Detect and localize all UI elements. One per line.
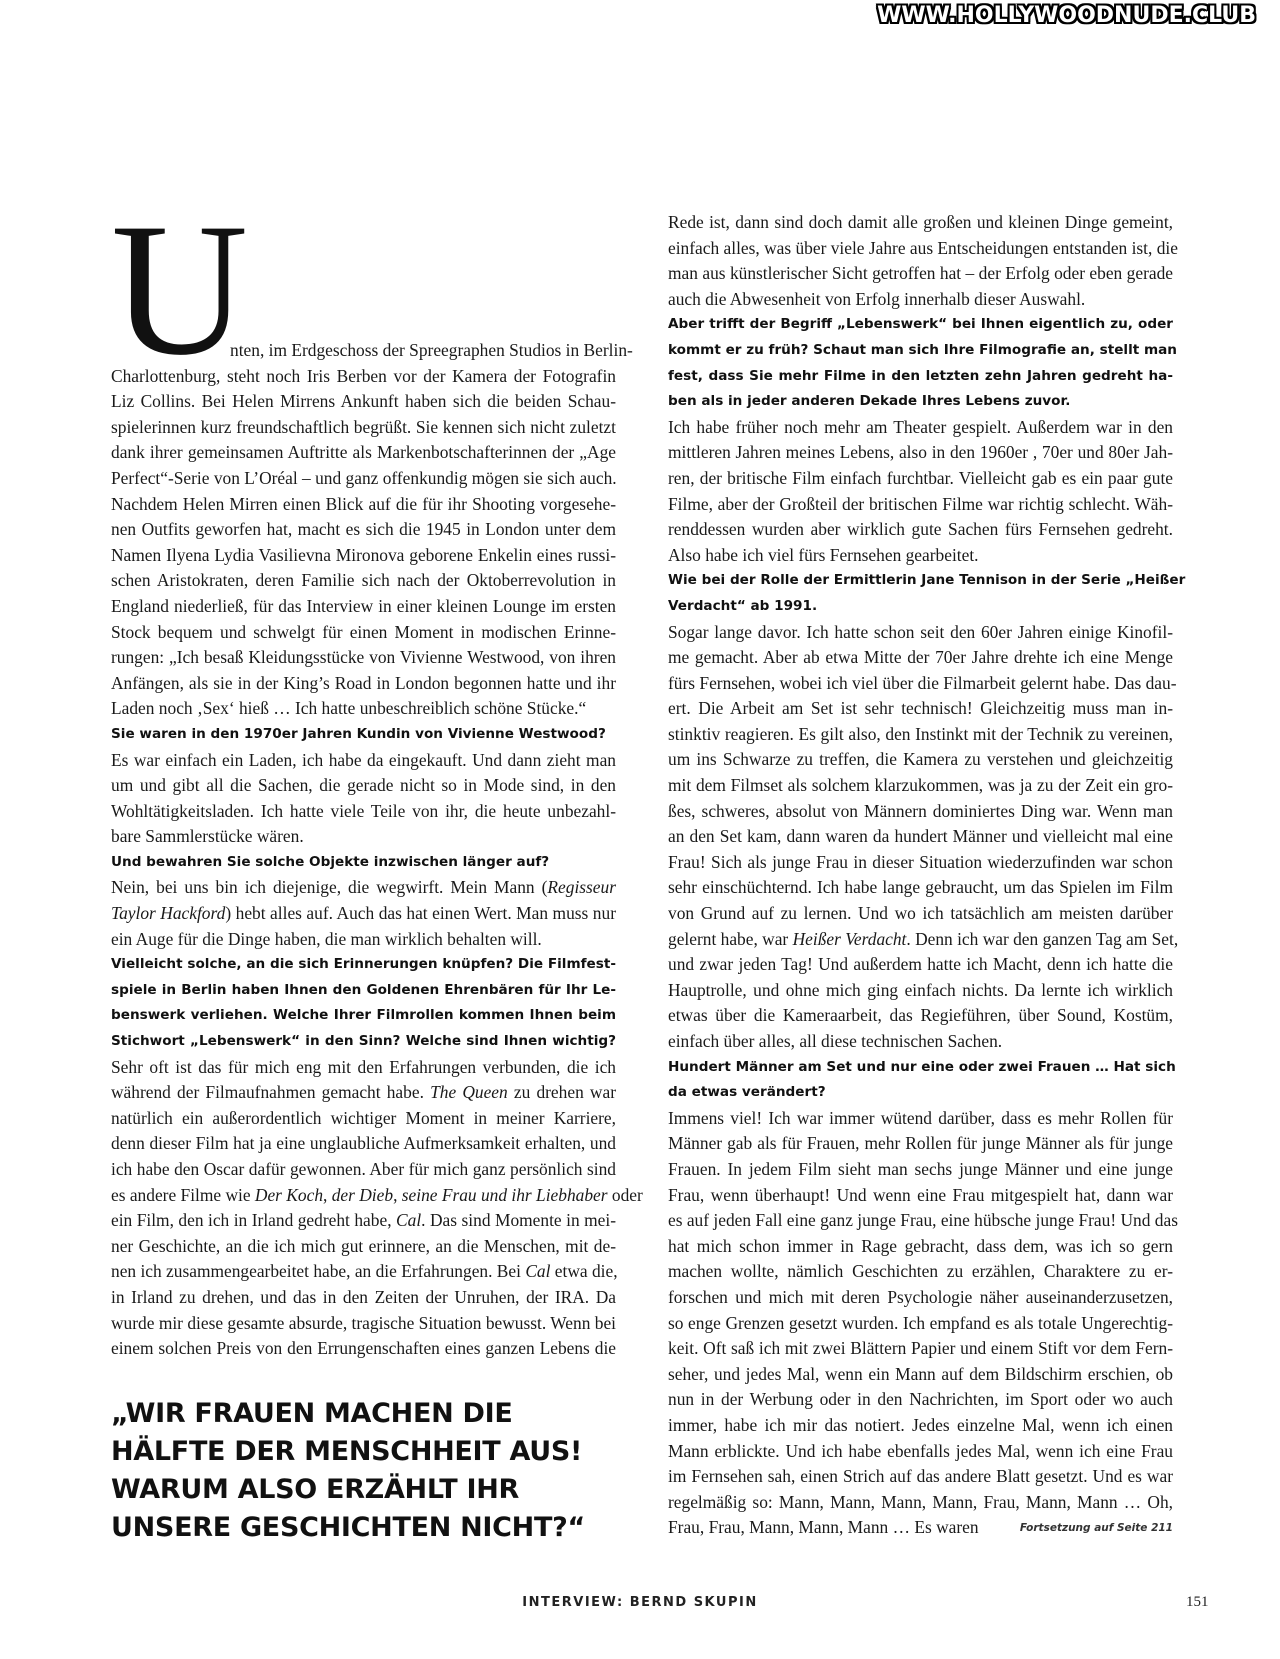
body-text-line: Filme, aber der Großteil der britischen Filme war richtig schlecht. Wäh-	[668, 493, 1173, 514]
body-text-line: ren, der britische Film einfach furchtbar. Vielleicht gab es ein paar gute	[668, 467, 1173, 488]
body-text-line: Frau, wenn überhaupt! Und wenn eine Frau mitgespielt hat, dann war	[668, 1184, 1173, 1205]
body-text-line: England niederließ, für das Interview in einer kleinen Lounge im ersten	[111, 595, 616, 616]
body-text-line: wurde mir diese gesamte absurde, tragische Situation bewusst. Wenn bei	[111, 1312, 616, 1333]
body-text-line: dank ihrer gemeinsamen Auftritte als Markenbotschafterinnen der „Age	[111, 442, 616, 463]
body-text-line: me gemacht. Aber ab etwa Mitte der 70er Jahre drehte ich eine Menge	[668, 647, 1173, 668]
body-text-line: von Grund auf zu lernen. Und wo ich tatsächlich am meisten darüber	[668, 903, 1173, 924]
body-text-line: etwas über die Kameraarbeit, das Regieführen, über Sound, Kostüm,	[668, 1005, 1173, 1026]
interview-question-line: Vielleicht solche, an die sich Erinnerungen knüpfen? Die Filmfest-	[111, 956, 616, 973]
body-text-line: Perfect“-Serie von L’Oréal – und ganz offenkundig mögen sie sich auch.	[111, 467, 617, 488]
right-column	[668, 210, 1186, 1542]
body-text-line: denn dieser Film hat ja eine unglaubliche Aufmerksamkeit erhalten, und	[111, 1133, 616, 1154]
body-text-line: Taylor Hackford) hebt alles auf. Auch das hat einen Wert. Man muss nur	[111, 903, 616, 924]
body-text-line: so enge Grenzen gesetzt wurden. Ich empfand es als totale Ungerechtig-	[668, 1312, 1173, 1333]
body-text-line: ich habe den Oscar dafür gewonnen. Aber für mich ganz persönlich sind	[111, 1159, 616, 1179]
body-text-line: nten, im Erdgeschoss der Spreegraphen Studios in Berlin-	[230, 340, 633, 360]
body-text-line: schen Aristokraten, deren Familie sich nach der Oktoberrevolution in	[111, 570, 616, 591]
body-text-line: Wohltätigkeitsladen. Ich hatte viele Teile von ihr, die heute unbezahl-	[111, 800, 616, 821]
pull-quote	[111, 1395, 611, 1547]
interview-question-line: fest, dass Sie mehr Filme in den letzten zehn Jahren gedreht ha-	[668, 367, 1173, 384]
body-text-line: Es war einfach ein Laden, ich habe da eingekauft. Und dann zieht man	[111, 749, 616, 770]
pull-quote-line: UNSERE GESCHICHTEN NICHT?“	[111, 1512, 585, 1543]
body-text-line: es andere Filme wie Der Koch, der Dieb, seine Frau und ihr Liebhaber oder	[111, 1184, 643, 1205]
drop-cap: U	[111, 185, 249, 395]
body-text-line: Sogar lange davor. Ich hatte schon seit den 60er Jahren einige Kinofil-	[668, 621, 1173, 642]
body-text-line: es auf jeden Fall eine ganz junge Frau, eine hübsche junge Frau! Und das	[668, 1210, 1178, 1231]
body-text-line: Ich habe früher noch mehr am Theater gespielt. Außerdem war in den	[668, 416, 1173, 437]
body-text-line: nun in der Werbung oder in den Nachrichten, im Sport oder wo auch	[668, 1389, 1173, 1410]
body-text-line: während der Filmaufnahmen gemacht habe. The Queen zu drehen war	[111, 1082, 616, 1103]
interview-question-line: Sie waren in den 1970er Jahren Kundin von Vivienne Westwood?	[111, 725, 606, 742]
body-text-line: seher, und jedes Mal, wenn ein Mann auf dem Bildschirm erschien, ob	[668, 1363, 1173, 1384]
body-text-line: Laden noch ‚Sex‘ hieß … Ich hatte unbeschreiblich schöne Stücke.“	[111, 698, 587, 719]
body-text-line: Stock bequem und schwelgt für einen Moment in modischen Erinne-	[111, 621, 616, 642]
body-text-line: um und gibt all die Sachen, die gerade nicht so in Mode sind, in den	[111, 775, 616, 796]
interview-question-line: kommt er zu früh? Schaut man sich Ihre Filmografie an, stellt man	[668, 341, 1177, 358]
body-text-line: und zwar jeden Tag! Und außerdem hatte ich Macht, denn ich hatte die	[668, 954, 1173, 975]
interview-question-line: Aber trifft der Begriff „Lebenswerk“ bei Ihnen eigentlich zu, oder	[668, 316, 1173, 333]
body-text-line: im Fernsehen sah, einen Strich auf das andere Blatt gesetzt. Und es war	[668, 1466, 1173, 1487]
pull-quote-line: WARUM ALSO ERZÄHLT IHR	[111, 1474, 520, 1505]
body-text-line: ein Auge für die Dinge haben, die man wirklich behalten will.	[111, 928, 542, 949]
body-text-line: Also habe ich viel fürs Fernsehen gearbeitet.	[668, 544, 979, 565]
body-text-line: fürs Fernsehen, wobei ich viel über die Filmarbeit gelernt habe. Das dau-	[668, 672, 1177, 693]
body-text-line: mittleren Jahren meines Lebens, also in den 1960er , 70er und 80er Jah-	[668, 442, 1173, 463]
body-text-line: regelmäßig so: Mann, Mann, Mann, Mann, Frau, Mann, Mann … Oh,	[668, 1491, 1173, 1512]
body-text-line: Immens viel! Ich war immer wütend darüber, dass es mehr Rollen für	[668, 1107, 1173, 1128]
body-text-line: ßes, schweres, absolut von Männern dominiertes Ding war. Wenn man	[668, 800, 1173, 821]
watermark: WWW.HOLLYWOODNUDE.CLUB	[877, 3, 1256, 28]
body-text-line: Mann erblickte. Und ich habe ebenfalls jedes Mal, wenn ich eine Frau	[668, 1440, 1173, 1461]
body-text-line: ner Geschichte, an die ich mich gut erinnere, an die Menschen, mit de-	[111, 1235, 616, 1256]
pull-quote-line: HÄLFTE DER MENSCHHEIT AUS!	[111, 1436, 583, 1467]
body-text-line: man aus künstlerischer Sicht getroffen hat – der Erfolg oder eben gerade	[668, 263, 1173, 284]
interview-question-line: Wie bei der Rolle der Ermittlerin Jane Tennison in der Serie „Heißer	[668, 572, 1186, 589]
body-text-line: um ins Schwarze zu treffen, die Kamera zu verstehen und gleichzeitig	[668, 749, 1173, 770]
body-text-line: forschen und mich mit deren Psychologie näher auseinanderzusetzen,	[668, 1286, 1173, 1307]
body-text-line: ert. Die Arbeit am Set ist sehr technisch! Gleichzeitig muss man in-	[668, 698, 1173, 719]
body-text-line: Anfängen, als sie in der King’s Road in London begonnen hatte und ihr	[111, 672, 616, 693]
interview-question-line: Und bewahren Sie solche Objekte inzwischen länger auf?	[111, 853, 550, 870]
body-text-line: keit. Oft saß ich mit zwei Blättern Papier und einem Stift vor dem Fern-	[668, 1338, 1173, 1359]
interview-question-line: Hundert Männer am Set und nur eine oder zwei Frauen … Hat sich	[668, 1058, 1176, 1075]
page-number: 151	[1186, 1594, 1209, 1610]
interview-question-line: Stichwort „Lebenswerk“ in den Sinn? Welche sind Ihnen wichtig?	[111, 1033, 616, 1050]
body-text-line: Sehr oft ist das für mich eng mit den Erfahrungen verbunden, die ich	[111, 1056, 616, 1077]
body-text-line: Frau, Frau, Mann, Mann, Mann … Es waren Fortsetzung auf Seite 211	[668, 1515, 1173, 1541]
body-text-line: gelernt habe, war Heißer Verdacht. Denn ich war den ganzen Tag am Set,	[668, 928, 1179, 949]
body-text-line: einem solchen Preis von den Errungenschaften eines ganzen Lebens die	[111, 1338, 616, 1359]
body-text-line: Frau! Sich als junge Frau in dieser Situation wiederzufinden war schon	[668, 851, 1173, 872]
body-text-line: Rede ist, dann sind doch damit alle großen und kleinen Dinge gemeint,	[668, 212, 1173, 232]
body-text-line: spielerinnen kurz freundschaftlich begrüßt. Sie kennen sich nicht zuletzt	[111, 416, 616, 437]
interview-credit: INTERVIEW: BERND SKUPIN	[522, 1595, 758, 1610]
interview-question-line: benswerk verliehen. Welche Ihrer Filmrollen kommen Ihnen beim	[111, 1007, 616, 1024]
body-text-line: Frauen. In jedem Film sieht man sechs junge Männer und eine junge	[668, 1158, 1173, 1179]
body-text-line: Namen Ilyena Lydia Vasilievna Mironova geborene Enkelin eines russi-	[111, 544, 616, 565]
body-text-line: an den Set kam, dann waren da hundert Männer und vielleicht mal eine	[668, 826, 1173, 847]
body-text-line: nen Outfits geworfen hat, macht es sich die 1945 in London unter dem	[111, 519, 616, 540]
body-text-line: immer, habe ich mir das notiert. Jedes einzelne Mal, wenn ich einen	[668, 1414, 1173, 1435]
body-text-line: Nachdem Helen Mirren einen Blick auf die für ihr Shooting vorgesehe-	[111, 493, 616, 514]
left-column	[111, 210, 643, 1362]
body-text-line: mit dem Filmset als solchem klarzukommen, was ja zu der Zeit ein gro-	[668, 775, 1173, 796]
interview-question-line: spiele in Berlin haben Ihnen den Goldenen Ehrenbären für Ihr Le-	[111, 981, 616, 998]
body-text-line: natürlich ein außerordentlich wichtiger Moment in meiner Karriere,	[111, 1107, 616, 1128]
body-text-line: machen wollte, nämlich Geschichten zu erzählen, Charaktere zu er-	[668, 1261, 1173, 1282]
body-text-line: Hauptrolle, und ohne mich ging einfach nichts. Da lernte ich wirklich	[668, 979, 1173, 1000]
body-text-line: Charlottenburg, steht noch Iris Berben vor der Kamera der Fotografin	[111, 365, 616, 386]
interview-question-line: ben als in jeder anderen Dekade Ihres Lebens zuvor.	[668, 393, 1071, 410]
drop-cap-spacer	[111, 210, 616, 338]
pull-quote-line: „WIR FRAUEN MACHEN DIE	[111, 1398, 513, 1429]
body-text-line: renddessen wurden aber wirklich gute Sachen fürs Fernsehen gedreht.	[668, 519, 1173, 540]
body-text-line: Männer gab als für Frauen, mehr Rollen für junge Männer als für junge	[668, 1133, 1173, 1154]
body-text-line: stinktiv reagieren. Es gilt also, den Instinkt mit der Technik zu vereinen,	[668, 723, 1173, 744]
body-text-line: auch die Abwesenheit von Erfolg innerhalb dieser Auswahl.	[668, 288, 1086, 309]
body-text-line: bare Sammlerstücke wären.	[111, 826, 304, 847]
interview-question-line: Verdacht“ ab 1991.	[668, 597, 818, 614]
body-text-line: rungen: „Ich besaß Kleidungsstücke von Vivienne Westwood, von ihren	[111, 647, 616, 668]
body-text-line: Liz Collins. Bei Helen Mirrens Ankunft haben sich die beiden Schau-	[111, 391, 616, 412]
continuation-note: Fortsetzung auf Seite 211	[1019, 1522, 1173, 1535]
body-text-line: in Irland zu drehen, und das in den Zeiten der Unruhen, der IRA. Da	[111, 1286, 616, 1307]
body-text-line: Nein, bei uns bin ich diejenige, die wegwirft. Mein Mann (Regisseur	[111, 877, 616, 898]
body-text-line: ein Film, den ich in Irland gedreht habe, Cal. Das sind Momente in mei-	[111, 1210, 617, 1231]
body-text-line: hat mich schon immer in Rage gebracht, dass dem, was ich so gern	[668, 1235, 1173, 1256]
body-text-line: nen ich zusammengearbeitet habe, an die Erfahrungen. Bei Cal etwa die,	[111, 1261, 618, 1282]
body-text-line: einfach alles, was über viele Jahre aus Entscheidungen entstanden ist, die	[668, 237, 1178, 258]
interview-question-line: da etwas verändert?	[668, 1084, 826, 1101]
body-text-line: einfach über alles, all diese technischen Sachen.	[668, 1031, 1003, 1051]
body-text-line: sehr einschüchternd. Ich habe lange gebraucht, um das Spielen im Film	[668, 877, 1173, 898]
